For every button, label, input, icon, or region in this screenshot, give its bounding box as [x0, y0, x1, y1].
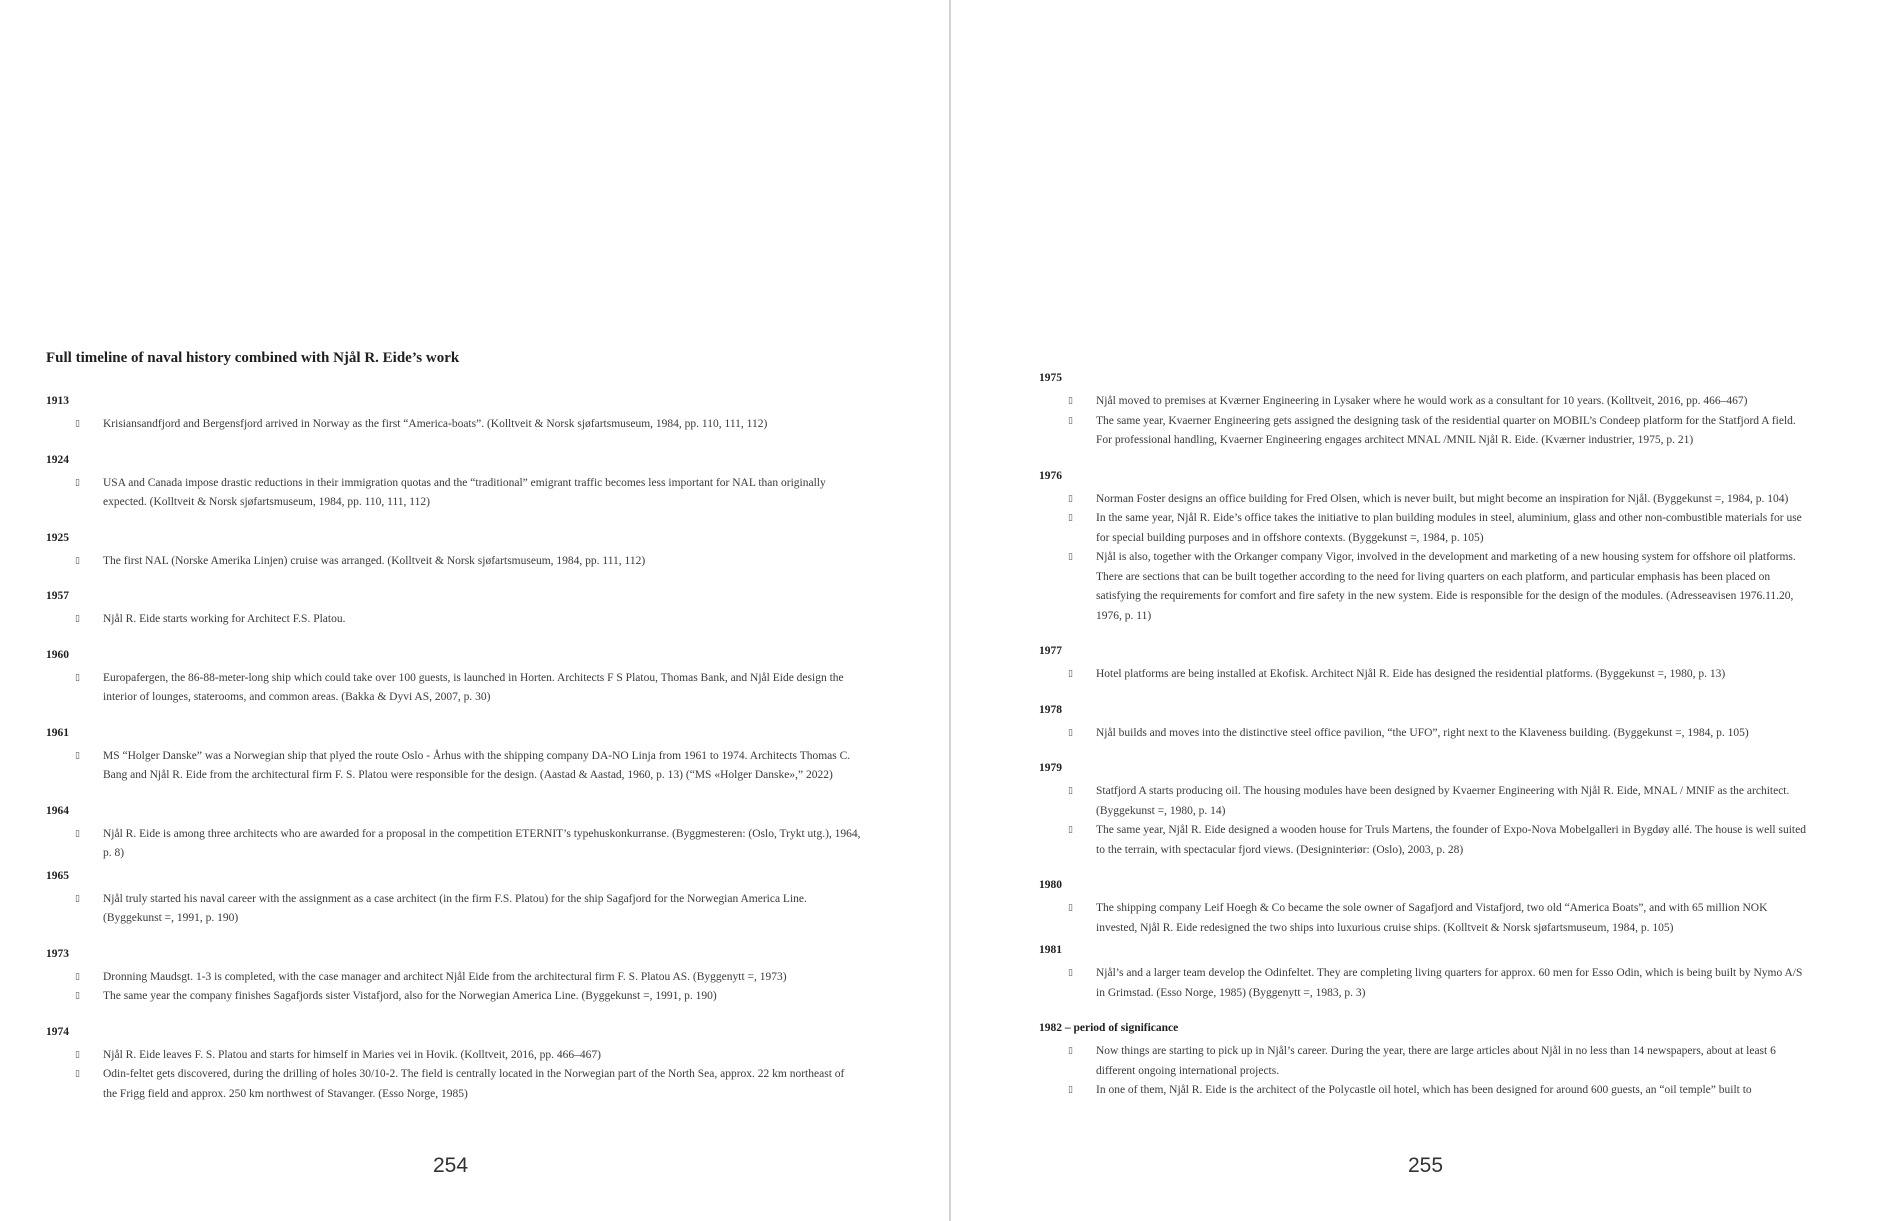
- entry-list: [1039, 964, 1809, 1003]
- entry-list: [46, 825, 861, 864]
- entry-text: Odin-feltet gets discovered, during the drilling of holes 30/10-2. The field is centrally located in the Norwegian part of the North Sea, approx. 22 km northeast of the Frigg field and approx. 250 km northwest of Stavanger. (Esso Norge, 1985): [103, 1068, 845, 1100]
- timeline-entry: [1039, 1042, 1809, 1081]
- timeline-entry: [46, 825, 861, 864]
- timeline-entry: [46, 474, 861, 513]
- timeline-entry: [1039, 665, 1809, 685]
- year-block: [46, 393, 861, 435]
- entry-list: [1039, 782, 1809, 860]
- year-label: 1960: [46, 648, 69, 661]
- year-label: 1964: [46, 804, 69, 817]
- entry-list: [46, 610, 861, 630]
- year-label: 1975: [1039, 372, 1062, 384]
- year-block: [1039, 877, 1809, 938]
- timeline-entry: [46, 1065, 861, 1104]
- missing-glyph-bullet-icon: ▯: [1068, 727, 1073, 738]
- timeline-entry: [46, 415, 861, 435]
- timeline-entry: [1039, 392, 1809, 412]
- timeline-entry: [1039, 1081, 1809, 1101]
- missing-glyph-bullet-icon: ▯: [75, 1049, 80, 1060]
- missing-glyph-bullet-icon: ▯: [75, 991, 80, 1001]
- entry-text: The same year the company finishes Sagafjords sister Vistafjord, also for the Norwegian America Line. (Byggekunst =, 1991, p. 190): [103, 990, 717, 1002]
- right-page: [951, 0, 1900, 1221]
- left-page: [0, 0, 949, 1221]
- year-block: [1039, 1020, 1809, 1101]
- left-timeline: [46, 393, 861, 1104]
- year-block: [1039, 760, 1809, 860]
- year-label: 1925: [46, 531, 69, 544]
- timeline-entry: [46, 987, 861, 1007]
- year-block: [1039, 468, 1809, 627]
- entry-text: MS “Holger Danske” was a Norwegian ship that plyed the route Oslo - Århus with the shipping company DA-NO Linja from 1961 to 1974. Architects Thomas C. Bang and Njål R. Eide from the architectural firm F. S. Platou were responsible for the design. (Aastad & Aastad, 1960, p. 13) (“MS «Holger Danske»,” 2022): [103, 749, 851, 781]
- entry-list: [1039, 724, 1809, 744]
- entry-text: Njål moved to premises at Kværner Engineering in Lysaker where he would work as a consultant for 10 years. (Kolltveit, 2016, pp. 466–467): [1096, 395, 1748, 407]
- year-label: 1979: [1039, 762, 1062, 774]
- missing-glyph-bullet-icon: ▯: [1068, 493, 1073, 504]
- missing-glyph-bullet-icon: ▯: [1068, 825, 1073, 835]
- timeline-entry: [46, 890, 861, 929]
- missing-glyph-bullet-icon: ▯: [1068, 1085, 1073, 1095]
- timeline-entry: [1039, 964, 1809, 1003]
- year-label: 1981: [1039, 944, 1062, 956]
- year-block: [46, 647, 861, 708]
- entry-list: [1039, 392, 1809, 451]
- missing-glyph-bullet-icon: ▯: [1068, 396, 1073, 406]
- page-number-left: 254: [432, 1154, 469, 1177]
- missing-glyph-bullet-icon: ▯: [1068, 552, 1073, 562]
- year-block: [46, 530, 861, 572]
- year-block: [46, 803, 861, 864]
- entry-text: Krisiansandfjord and Bergensfjord arrived in Norway as the first “America-boats”. (Kolltveit & Norsk sjøfartsmuseum, 1984, pp. 110, 111, 112): [103, 418, 768, 430]
- timeline-entry: [1039, 490, 1809, 510]
- missing-glyph-bullet-icon: ▯: [1068, 968, 1073, 978]
- timeline-entry: [46, 1046, 861, 1066]
- entry-text: Njål R. Eide leaves F. S. Platou and starts for himself in Maries vei in Hovik. (Kolltveit, 2016, pp. 466–467): [103, 1048, 601, 1061]
- missing-glyph-bullet-icon: ▯: [75, 555, 80, 566]
- year-label: 1957: [46, 590, 69, 602]
- missing-glyph-bullet-icon: ▯: [75, 672, 80, 683]
- missing-glyph-bullet-icon: ▯: [75, 477, 80, 488]
- entry-text: Njål is also, together with the Orkanger company Vigor, involved in the development and marketing of a new housing system for offshore oil platforms. There are sections that can be built together according to the need for living quarters on each platform, and particular emphasis has been placed on satisfying the requirements for comfort and fire safety in the new system. Eide is responsible for the design of the modules. (Adresseavisen 1976.11.20, 1976, p. 11): [1096, 551, 1796, 622]
- timeline-entry: [1039, 548, 1809, 626]
- year-label: 1977: [1039, 645, 1062, 657]
- timeline-entry: [46, 552, 861, 572]
- entry-text: Njål’s and a larger team develop the Odinfeltet. They are completing living quarters for approx. 60 men for Esso Odin, which is being built by Nymo A/S in Grimstad. (Esso Norge, 1985) (Byggenytt =, 1983, p. 3): [1096, 967, 1803, 999]
- year-label: 1980: [1039, 879, 1062, 891]
- missing-glyph-bullet-icon: ▯: [1068, 669, 1073, 679]
- entry-text: Njål R. Eide is among three architects who are awarded for a proposal in the competition ETERNIT’s typehuskonkurranse. (Byggmesteren: (Oslo, Trykt utg.), 1964, p. 8): [103, 827, 861, 859]
- year-block: [46, 452, 861, 513]
- year-label: 1973: [46, 947, 69, 960]
- entry-text: The same year, Njål R. Eide designed a wooden house for Truls Martens, the founder of Expo-Nova Mobelgalleri in Bygdøy allé. The house is well suited to the terrain, with spectacular fjord views. (Designinteriør: (Oslo), 2003, p. 28): [1096, 824, 1806, 856]
- timeline-heading: Full timeline of naval history combined with Njål R. Eide’s work: [46, 350, 460, 366]
- entry-list: [1039, 899, 1809, 938]
- year-block: [46, 946, 861, 1007]
- entry-text: USA and Canada impose drastic reductions in their immigration quotas and the “traditional” emigrant traffic becomes less important for NAL than originally expected. (Kolltveit & Norsk sjøfartsmuseum, 1984, pp. 110, 111, 112): [103, 476, 826, 508]
- year-block: [1039, 370, 1809, 451]
- year-label: 1924: [46, 453, 69, 466]
- timeline-entry: [46, 968, 861, 988]
- entry-text: The same year, Kvaerner Engineering gets assigned the designing task of the residential quarter on MOBIL’s Condeep platform for the Statfjord A field. For professional handling, Kvaerner Engineering engages architect MNAL /MNIL Njål R. Eide. (Kværner industrier, 1975, p. 21): [1096, 414, 1796, 446]
- entry-text: The first NAL (Norske Amerika Linjen) cruise was arranged. (Kolltveit & Norsk sjøfartsmuseum, 1984, pp. 111, 112): [103, 554, 646, 567]
- entry-text: The shipping company Leif Hoegh & Co became the sole owner of Sagafjord and Vistafjord, two old “America Boats”, and with 65 million NOK invested, Njål R. Eide redesigned the two ships into luxurious cruise ships. (Kolltveit & Norsk sjøfartsmuseum, 1984, p. 105): [1096, 902, 1768, 934]
- year-label: 1978: [1039, 703, 1062, 716]
- year-block: [1039, 643, 1809, 685]
- year-label: 1965: [46, 869, 69, 882]
- entry-text: In one of them, Njål R. Eide is the architect of the Polycastle oil hotel, which has been designed for around 600 guests, an “oil temple” built to: [1096, 1084, 1752, 1096]
- entry-list: [46, 968, 861, 1007]
- entry-text: Hotel platforms are being installed at Ekofisk. Architect Njål R. Eide has designed the residential platforms. (Byggekunst =, 1980, p. 13): [1096, 668, 1726, 680]
- timeline-entry: [46, 669, 861, 708]
- entry-text: Now things are starting to pick up in Njål’s career. During the year, there are large articles about Njål in no less than 14 newspapers, about at least 6 different ongoing international projects.: [1096, 1045, 1776, 1077]
- missing-glyph-bullet-icon: ▯: [75, 1069, 80, 1079]
- missing-glyph-bullet-icon: ▯: [75, 750, 80, 761]
- entry-list: [1039, 490, 1809, 627]
- missing-glyph-bullet-icon: ▯: [1068, 1046, 1073, 1056]
- missing-glyph-bullet-icon: ▯: [1068, 513, 1073, 523]
- timeline-entry: [46, 747, 861, 786]
- entry-text: Norman Foster designs an office building for Fred Olsen, which is never built, but might become an inspiration for Njål. (Byggekunst =, 1984, p. 104): [1096, 492, 1789, 505]
- year-label: 1913: [46, 395, 69, 407]
- missing-glyph-bullet-icon: ▯: [1068, 903, 1073, 913]
- year-block: [46, 588, 861, 630]
- year-label: 1974: [46, 1025, 69, 1038]
- year-label: 1976: [1039, 469, 1062, 482]
- entry-text: In the same year, Njål R. Eide’s office takes the initiative to plan building modules in steel, aluminium, glass and other non-combustible materials for use for special building purposes and in offshore contexts. (Byggekunst =, 1984, p. 105): [1096, 512, 1802, 544]
- timeline-entry: [1039, 724, 1809, 744]
- entry-text: Dronning Maudsgt. 1-3 is completed, with the case manager and architect Njål Eide from the architectural firm F. S. Platou AS. (Byggenytt =, 1973): [103, 970, 787, 983]
- page-number-right: 255: [1407, 1154, 1444, 1177]
- year-block: [1039, 942, 1809, 1003]
- entry-list: [46, 890, 861, 929]
- year-block: [46, 725, 861, 786]
- year-block: [46, 868, 861, 929]
- missing-glyph-bullet-icon: ▯: [75, 419, 80, 429]
- year-label: 1982 – period of significance: [1039, 1022, 1179, 1034]
- entry-list: [46, 474, 861, 513]
- timeline-entry: [1039, 782, 1809, 821]
- entry-list: [46, 1046, 861, 1105]
- entry-text: Njål builds and moves into the distinctive steel office pavilion, “the UFO”, right next to the Klaveness building. (Byggekunst =, 1984, p. 105): [1096, 726, 1749, 739]
- timeline-entry: [1039, 509, 1809, 548]
- year-block: [46, 1024, 861, 1105]
- timeline-entry: [46, 610, 861, 630]
- entry-list: [46, 415, 861, 435]
- entry-list: [46, 669, 861, 708]
- left-page-content: [46, 350, 861, 1121]
- missing-glyph-bullet-icon: ▯: [1068, 415, 1073, 426]
- timeline-entry: [1039, 412, 1809, 451]
- entry-text: Njål R. Eide starts working for Architect F.S. Platou.: [103, 613, 346, 625]
- entry-list: [1039, 1042, 1809, 1101]
- entry-text: Europafergen, the 86-88-meter-long ship which could take over 100 guests, is launched in Horten. Architects F S Platou, Thomas Bank, and Njål Eide design the interior of lounges, staterooms, and common areas. (Bakka & Dyvi AS, 2007, p. 30): [103, 671, 844, 703]
- missing-glyph-bullet-icon: ▯: [75, 828, 80, 839]
- year-label: 1961: [46, 726, 69, 739]
- missing-glyph-bullet-icon: ▯: [75, 893, 80, 904]
- entry-list: [46, 552, 861, 572]
- missing-glyph-bullet-icon: ▯: [75, 614, 80, 624]
- timeline-entry: [1039, 821, 1809, 860]
- entry-text: Njål truly started his naval career with the assignment as a case architect (in the firm F.S. Platou) for the ship Sagafjord for the Norwegian America Line. (Byggekunst =, 1991, p. 190): [103, 892, 807, 924]
- entry-list: [1039, 665, 1809, 685]
- entry-list: [46, 747, 861, 786]
- right-page-content: [1039, 370, 1809, 1118]
- entry-text: Statfjord A starts producing oil. The housing modules have been designed by Kvaerner Engineering with Njål R. Eide, MNAL / MNIF as the architect. (Byggekunst =, 1980, p. 14): [1096, 785, 1790, 817]
- missing-glyph-bullet-icon: ▯: [75, 971, 80, 982]
- missing-glyph-bullet-icon: ▯: [1068, 786, 1073, 796]
- right-timeline: [1039, 370, 1809, 1101]
- timeline-entry: [1039, 899, 1809, 938]
- year-block: [1039, 702, 1809, 744]
